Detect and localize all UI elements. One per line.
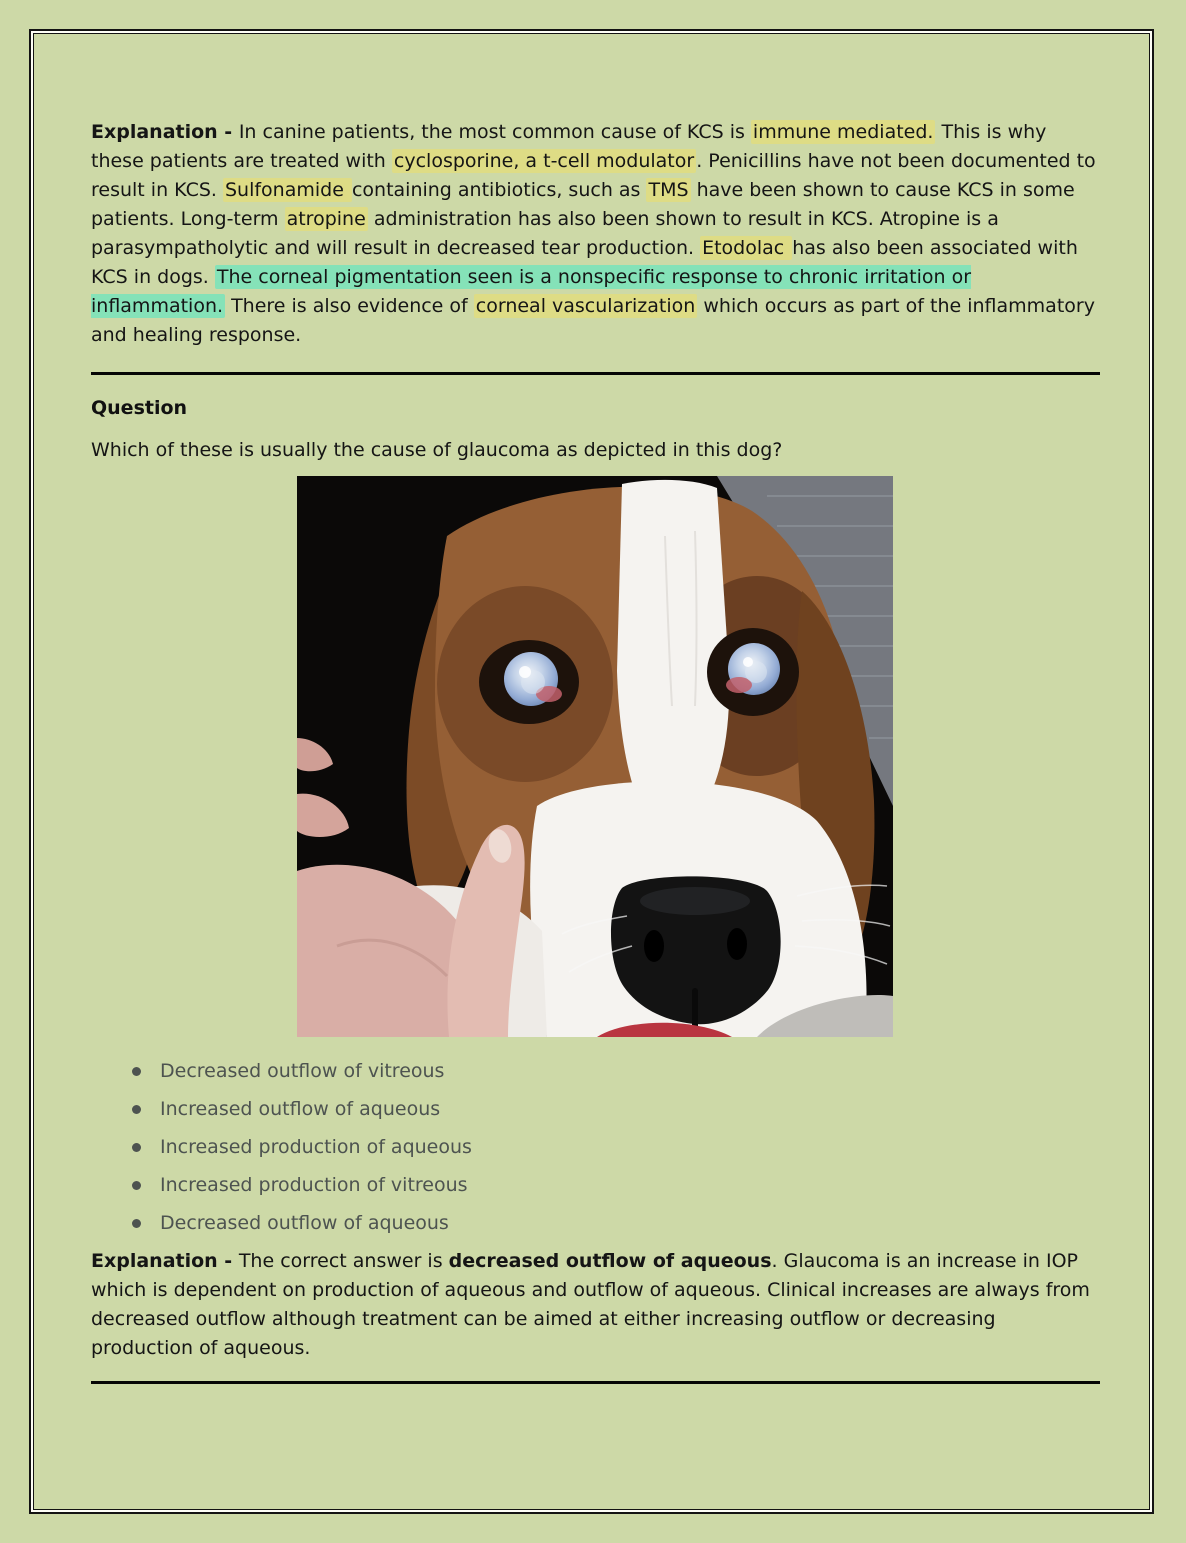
divider-bottom	[91, 1381, 1100, 1384]
bullet-icon	[132, 1219, 141, 1228]
answer-options-list	[91, 1057, 1100, 1238]
option-item	[132, 1133, 1100, 1162]
explanation-bottom-paragraph: Explanation - The correct answer is decreased outflow of aqueous. Glaucoma is an increase in IOP which is dependent on production of aqueous and outflow of aqueous. Clinical increases are always from decreased outflow although treatment can be aimed at either increasing outflow or decreasing production of aqueous.	[91, 1250, 1090, 1359]
bullet-icon	[132, 1067, 141, 1076]
explanation-top-paragraph: Explanation - In canine patients, the most common cause of KCS is immune mediated. This is why these patients are treated with cyclosporine, a t-cell modulator . Penicillins have not been documented to result in KCS. Sulfonamide containing antibiotics, such as TMS have been shown to cause KCS in some patients. Long-term atropine administration has also been shown to result in KCS. Atropine is a parasympatholytic and will result in decreased tear production. Etodolac has also been associated with KCS in dogs. The corneal pigmentation seen is a nonspecific response to chronic irritation or inflammation. There is also evidence of corneal vascularization which occurs as part of the inflammatory and healing response.	[91, 121, 1096, 346]
dog-photo-illustration	[297, 476, 893, 1037]
option-item	[132, 1209, 1100, 1238]
option-label: Increased production of aqueous	[160, 1136, 472, 1158]
page-frame	[33, 33, 1150, 1510]
option-label: Decreased outflow of aqueous	[160, 1212, 449, 1234]
bullet-icon	[132, 1143, 141, 1152]
option-label: Increased outflow of aqueous	[160, 1098, 441, 1120]
option-label: Decreased outflow of vitreous	[160, 1060, 445, 1082]
option-label: Increased production of vitreous	[160, 1174, 468, 1196]
option-item	[132, 1171, 1100, 1200]
bullet-icon	[132, 1105, 141, 1114]
option-item	[132, 1095, 1100, 1124]
bullet-icon	[132, 1181, 141, 1190]
divider-top	[91, 372, 1100, 375]
question-heading: Question	[91, 397, 188, 419]
option-item	[132, 1057, 1100, 1086]
question-text: Which of these is usually the cause of glaucoma as depicted in this dog?	[91, 439, 783, 461]
dog-photo	[297, 476, 893, 1037]
